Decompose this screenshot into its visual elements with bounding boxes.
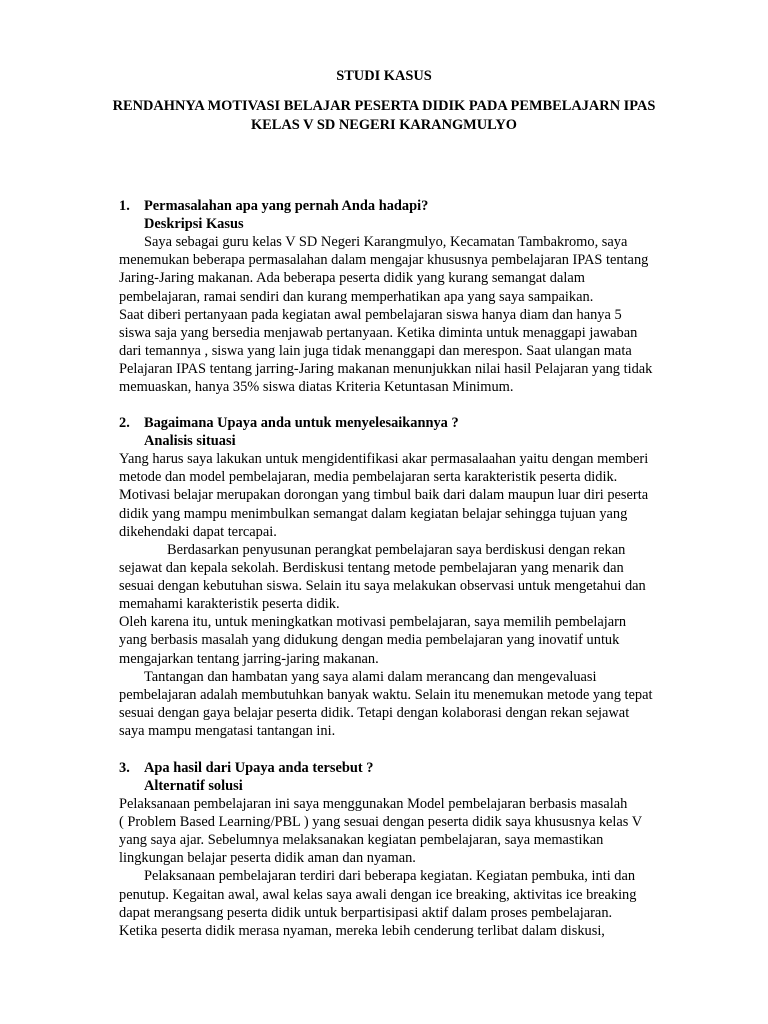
- section-2-paragraph-line: mengajarkan tentang jarring-jaring makanan.: [119, 651, 379, 667]
- section-2-paragraph-line: saya mampu mengatasi tantangan ini.: [119, 723, 336, 739]
- section-1-paragraph-line: Saya sebagai guru kelas V SD Negeri Karangmulyo, Kecamatan Tambakromo, saya: [144, 234, 628, 250]
- section-2-heading: Analisis situasi: [144, 433, 236, 449]
- section-1-heading: Deskripsi Kasus: [144, 216, 244, 232]
- section-1-paragraph-line: siswa saja yang bersedia menjawab pertanyaan. Ketika diminta untuk menaggapi jawaban: [119, 325, 638, 341]
- section-3-paragraph-line: penutup. Kegaitan awal, awal kelas saya awali dengan ice breaking, aktivitas ice breaking: [119, 887, 637, 903]
- section-2-paragraph-line: sesuai dengan kebutuhan siswa. Selain itu saya melakukan observasi untuk mengetahui dan: [119, 578, 646, 594]
- section-3-heading: Alternatif solusi: [144, 778, 243, 794]
- section-2-paragraph-line: Oleh karena itu, untuk meningkatkan motivasi pembelajaran, saya memilih pembelajarn: [119, 614, 627, 630]
- section-3-paragraph-line: ( Problem Based Learning/PBL ) yang sesuai dengan peserta didik saya khususnya kelas V: [119, 814, 643, 830]
- section-2-paragraph-line: yang berbasis masalah yang didukung dengan media pembelajaran yang inovatif untuk: [119, 632, 620, 648]
- section-1-paragraph-line: Jaring-Jaring makanan. Ada beberapa peserta didik yang kurang semangat dalam: [119, 270, 585, 286]
- section-1-paragraph-line: memuaskan, hanya 35% siswa diatas Kriteria Ketuntasan Minimum.: [119, 379, 514, 395]
- section-1-paragraph-line: Pelajaran IPAS tentang jarring-Jaring makanan menunjukkan nilai hasil Pelajaran yang tidak: [119, 361, 653, 377]
- section-1-paragraph-line: dari temannya , siswa yang lain juga tidak menanggapi dan merespon. Saat ulangan mata: [119, 343, 632, 359]
- section-2-number: 2.: [119, 415, 130, 431]
- section-3-paragraph-line: dapat merangsang peserta didik untuk berpartisipasi aktif dalam proses pembelajaran.: [119, 905, 613, 921]
- section-2-paragraph-line: memahami karakteristik peserta didik.: [119, 596, 340, 612]
- section-2-paragraph-line: Motivasi belajar merupakan dorongan yang timbul baik dari dalam maupun luar diri peserta: [119, 487, 649, 503]
- section-2-question: Bagaimana Upaya anda untuk menyelesaikannya ?: [144, 415, 459, 431]
- section-1-question: Permasalahan apa yang pernah Anda hadapi?: [144, 198, 429, 214]
- section-1-paragraph-line: menemukan beberapa permasalahan dalam mengajar khususnya pembelajaran IPAS tentang: [119, 252, 649, 268]
- section-2-paragraph-line: dikehendaki dapat tercapai.: [119, 524, 277, 540]
- section-3-paragraph-line: yang saya ajar. Sebelumnya melaksanakan kegiatan pembelajaran, saya memastikan: [119, 832, 604, 848]
- section-2-paragraph-line: pembelajaran adalah membutuhkan banyak waktu. Selain itu menemukan metode yang tepat: [119, 687, 653, 703]
- document-subtitle-line-1: RENDAHNYA MOTIVASI BELAJAR PESERTA DIDIK PADA PEMBELAJARN IPAS: [112, 98, 656, 114]
- section-3-number: 3.: [119, 760, 130, 776]
- section-1-paragraph-line: pembelajaran, ramai sendiri dan kurang memperhatikan apa yang saya sampaikan.: [119, 289, 594, 305]
- section-3-paragraph-line: Ketika peserta didik merasa nyaman, mereka lebih cenderung terlibat dalam diskusi,: [119, 923, 605, 939]
- section-3-paragraph-line: Pelaksanaan pembelajaran ini saya menggunakan Model pembelajaran berbasis masalah: [119, 796, 628, 812]
- section-2-paragraph-line: Berdasarkan penyusunan perangkat pembelajaran saya berdiskusi dengan rekan: [167, 542, 626, 558]
- section-3-paragraph-line: lingkungan belajar peserta didik aman dan nyaman.: [119, 850, 416, 866]
- section-2-paragraph-line: Tantangan dan hambatan yang saya alami dalam merancang dan mengevaluasi: [144, 669, 597, 685]
- section-3-question: Apa hasil dari Upaya anda tersebut ?: [144, 760, 374, 776]
- document-title: STUDI KASUS: [336, 68, 432, 84]
- section-2-paragraph-line: sesuai dengan gaya belajar peserta didik. Tetapi dengan kolaborasi dengan rekan sejawat: [119, 705, 630, 721]
- section-1-paragraph-line: Saat diberi pertanyaan pada kegiatan awal pembelajaran siswa hanya diam dan hanya 5: [119, 307, 622, 323]
- section-2-paragraph-line: didik yang mampu menimbulkan semangat dalam kegiatan belajar sehingga tujuan yang: [119, 506, 628, 522]
- section-1-number: 1.: [119, 198, 130, 214]
- section-2-paragraph-line: metode dan model pembelajaran, media pembelajaran serta karakteristik peserta didik.: [119, 469, 618, 485]
- section-2-paragraph-line: Yang harus saya lakukan untuk mengidentifikasi akar permasalaahan yaitu dengan memberi: [119, 451, 649, 467]
- document-subtitle-line-2: KELAS V SD NEGERI KARANGMULYO: [250, 117, 517, 133]
- section-3-paragraph-line: Pelaksanaan pembelajaran terdiri dari beberapa kegiatan. Kegiatan pembuka, inti dan: [144, 868, 636, 884]
- section-2-paragraph-line: sejawat dan kepala sekolah. Berdiskusi tentang metode pembelajaran yang menarik dan: [119, 560, 624, 576]
